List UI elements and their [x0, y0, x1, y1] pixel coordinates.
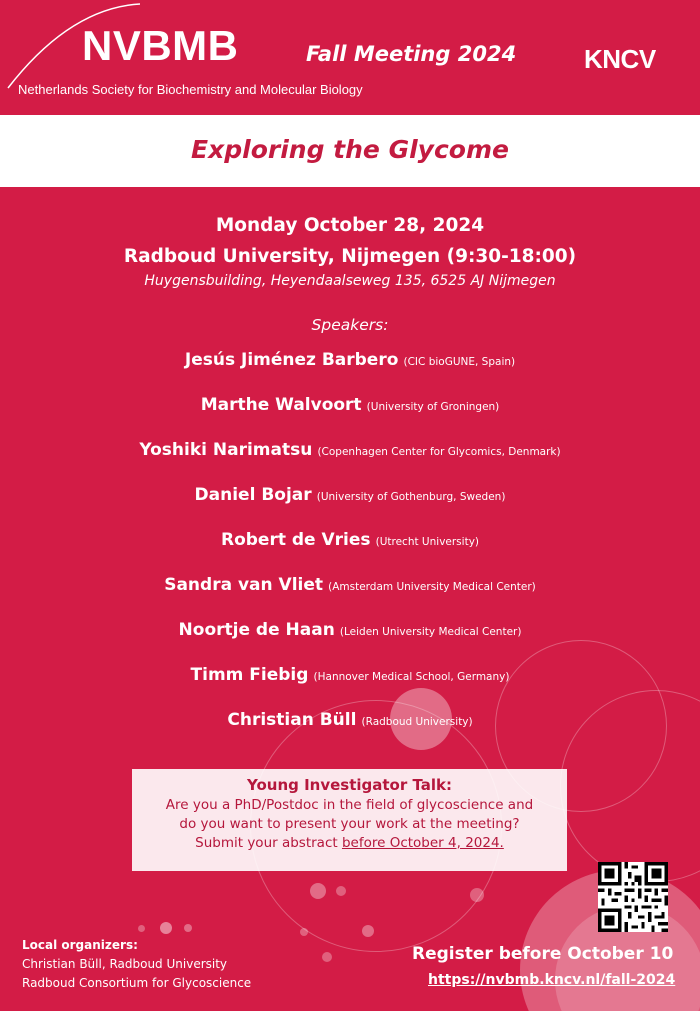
speaker-affiliation: (Radboud University) — [361, 716, 473, 728]
decor-dot — [470, 888, 484, 902]
speaker-name: Sandra van Vliet — [164, 575, 324, 595]
event-title: Exploring the Glycome — [191, 135, 509, 164]
event-date: Monday October 28, 2024 — [215, 215, 485, 236]
decor-dot — [160, 922, 172, 934]
organizers-heading: Local organizers: — [22, 938, 138, 952]
speaker-affiliation: (Leiden University Medical Center) — [339, 626, 522, 638]
speaker-item — [0, 440, 700, 485]
speaker-affiliation: (Amsterdam University Medical Center) — [328, 581, 536, 593]
meeting-title: Fall Meeting 2024 — [306, 42, 517, 66]
speaker-item — [0, 395, 700, 440]
speaker-item — [0, 575, 700, 620]
young-investigator-line — [132, 835, 567, 851]
speaker-name: Jesús Jiménez Barbero — [184, 350, 399, 370]
speaker-item — [0, 530, 700, 575]
society-name: Netherlands Society for Biochemistry and Molecular Biology — [18, 82, 363, 97]
young-investigator-line: Are you a PhD/Postdoc in the field of glycoscience and — [165, 797, 534, 813]
decor-dot — [138, 925, 145, 932]
organizer-line: Christian Büll, Radboud University — [22, 957, 228, 971]
speaker-affiliation: (Copenhagen Center for Glycomics, Denmark) — [317, 446, 561, 458]
title-banner — [0, 115, 700, 187]
young-investigator-title: Young Investigator Talk: — [246, 776, 453, 794]
speaker-affiliation: (University of Groningen) — [366, 401, 500, 413]
register-deadline: Register before October 10 — [412, 944, 674, 964]
speaker-name: Yoshiki Narimatsu — [139, 440, 313, 460]
speaker-affiliation: (Hannover Medical School, Germany) — [313, 671, 510, 683]
speakers-heading: Speakers: — [311, 316, 389, 334]
decor-dot — [362, 925, 374, 937]
decor-dot — [322, 952, 332, 962]
registration-link[interactable]: https://nvbmb.kncv.nl/fall-2024 — [428, 972, 676, 988]
header — [0, 0, 700, 112]
young-investigator-box — [132, 769, 567, 871]
event-venue: Radboud University, Nijmegen (9:30-18:00) — [123, 246, 577, 267]
speaker-affiliation: (Utrecht University) — [375, 536, 479, 548]
decor-dot — [184, 924, 192, 932]
abstract-prefix: Submit your abstract — [195, 835, 342, 851]
speaker-item — [0, 350, 700, 395]
abstract-deadline-link[interactable]: before October 4, 2024. — [341, 835, 504, 851]
speaker-name: Robert de Vries — [220, 530, 371, 550]
event-address: Huygensbuilding, Heyendaalseweg 135, 6525 AJ Nijmegen — [144, 273, 556, 289]
decor-dot — [336, 886, 346, 896]
speaker-item — [0, 710, 700, 755]
speaker-item — [0, 485, 700, 530]
speaker-name: Noortje de Haan — [178, 620, 335, 640]
speaker-affiliation: (CIC bioGUNE, Spain) — [403, 356, 516, 368]
decor-dot — [300, 928, 308, 936]
kncv-logo: KNCV — [584, 44, 656, 74]
speaker-name: Daniel Bojar — [194, 485, 312, 505]
speaker-list — [0, 350, 700, 755]
speaker-item — [0, 620, 700, 665]
speaker-name: Timm Fiebig — [190, 665, 309, 685]
nvbmb-logo: NVBMB — [82, 22, 239, 69]
speaker-item — [0, 665, 700, 710]
speaker-name: Marthe Walvoort — [200, 395, 362, 415]
decor-dot — [310, 883, 326, 899]
organizer-line: Radboud Consortium for Glycoscience — [22, 976, 252, 990]
speaker-affiliation: (University of Gothenburg, Sweden) — [316, 491, 506, 503]
speaker-name: Christian Büll — [227, 710, 357, 730]
qr-code-icon[interactable] — [598, 862, 668, 932]
young-investigator-line: do you want to present your work at the meeting? — [179, 816, 520, 832]
